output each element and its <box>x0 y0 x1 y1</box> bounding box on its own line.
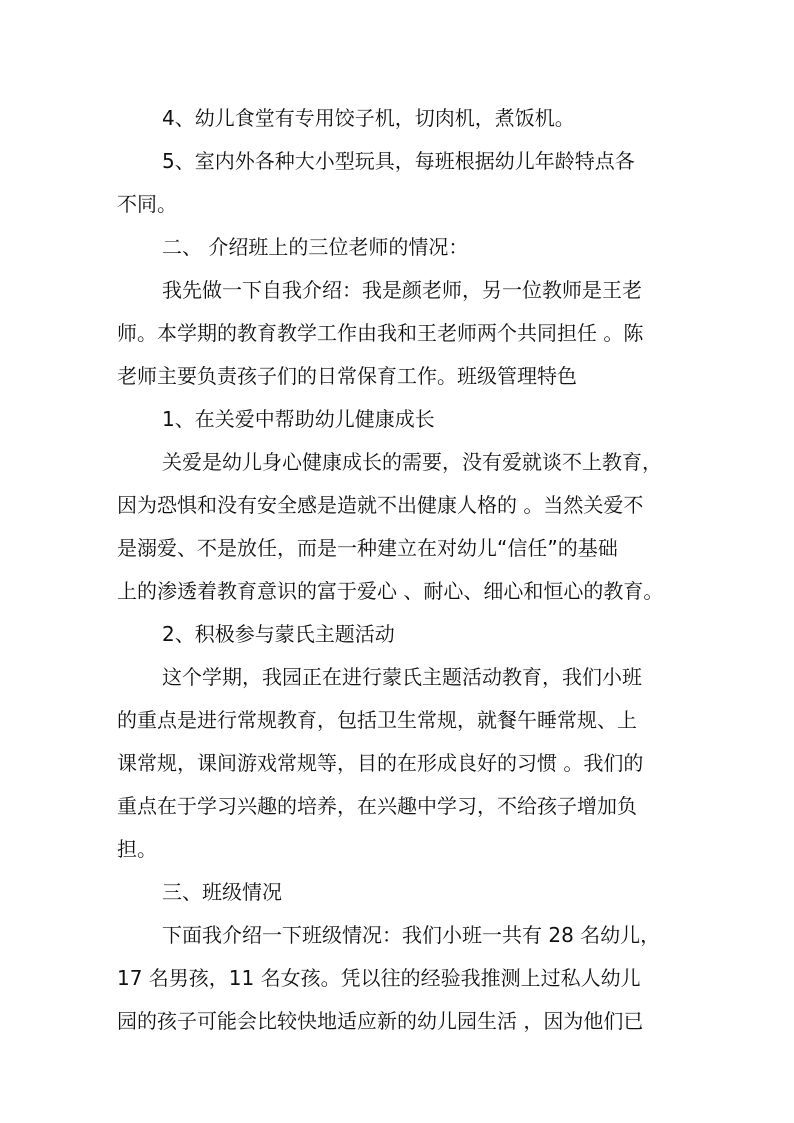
paragraph-line: 下面我介绍一下班级情况：我们小班一共有 28 名幼儿， <box>162 923 661 947</box>
paragraph-line: 重点在于学习兴趣的培养，在兴趣中学习，不给孩子增加负 <box>117 794 637 818</box>
paragraph-line: 园的孩子可能会比较快地适应新的幼儿园生活 ，因为他们已 <box>117 1009 644 1033</box>
paragraph-line: 5、室内外各种大小型玩具，每班根据幼儿年龄特点各 <box>162 149 635 173</box>
paragraph-line: 因为恐惧和没有安全感是造就不出健康人格的 。当然关爱不 <box>117 493 644 517</box>
subsection-heading: 1、在关爱中帮助幼儿健康成长 <box>162 407 435 431</box>
section-heading: 二、 介绍班上的三位老师的情况： <box>162 235 469 259</box>
paragraph-line: 的重点是进行常规教育，包括卫生常规，就餐午睡常规、上 <box>117 708 637 732</box>
paragraph-line: 17 名男孩，11 名女孩。凭以往的经验我推测上过私人幼儿 <box>117 966 641 990</box>
section-heading: 三、班级情况 <box>162 880 282 904</box>
paragraph-line: 这个学期，我园正在进行蒙氏主题活动教育，我们小班 <box>162 665 642 689</box>
paragraph-line: 上的渗透着教育意识的富于爱心 、耐心、细心和恒心的教育。 <box>117 579 664 603</box>
paragraph-line: 关爱是幼儿身心健康成长的需要，没有爱就谈不上教育， <box>162 450 662 474</box>
paragraph-line: 我先做一下自我介绍：我是颜老师，另一位教师是王老 <box>162 278 642 302</box>
paragraph-line: 4、幼儿食堂有专用饺子机，切肉机，煮饭机。 <box>162 106 575 130</box>
paragraph-line: 是溺爱、不是放任，而是一种建立在对幼儿“信任”的基础 <box>117 536 618 560</box>
paragraph-line: 课常规，课间游戏常规等，目的在形成良好的习惯 。我们的 <box>117 751 644 775</box>
paragraph-line: 不同。 <box>117 192 177 216</box>
paragraph-line: 担。 <box>117 837 157 861</box>
paragraph-line: 老师主要负责孩子们的日常保育工作。班级管理特色 <box>117 364 577 388</box>
subsection-heading: 2、积极参与蒙氏主题活动 <box>162 622 395 646</box>
paragraph-line: 师。本学期的教育教学工作由我和王老师两个共同担任 。陈 <box>117 321 644 345</box>
